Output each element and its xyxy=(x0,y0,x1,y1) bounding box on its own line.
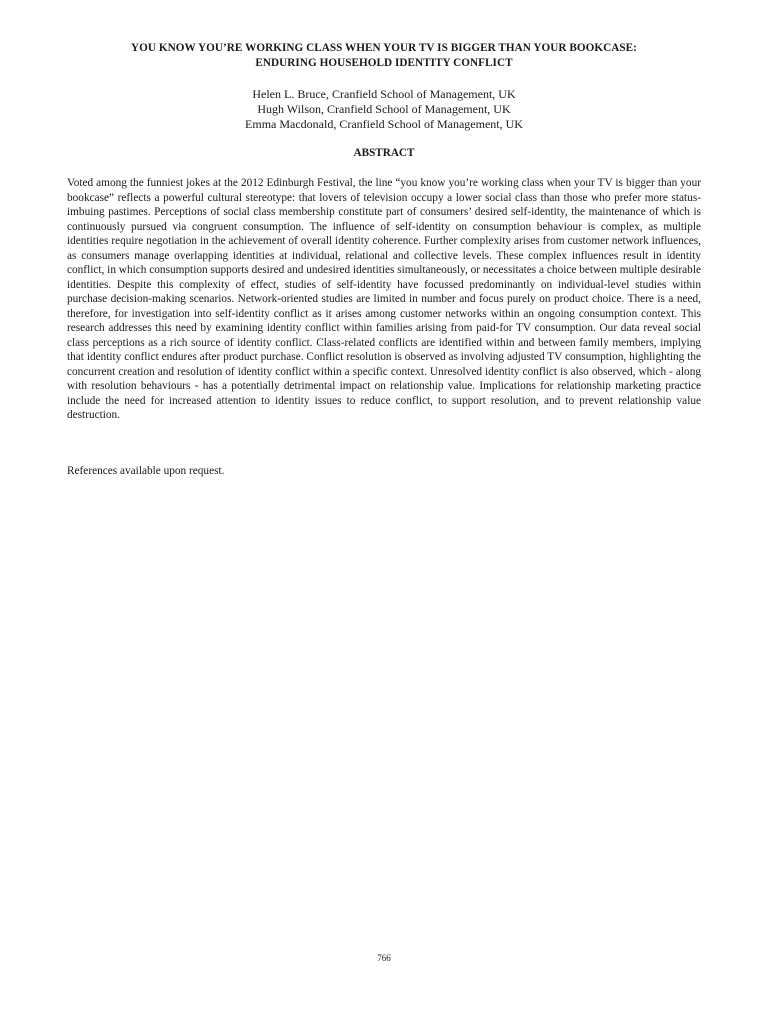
paper-title xyxy=(40,41,728,71)
author-1: Helen L. Bruce, Cranfield School of Management, UK xyxy=(252,87,516,101)
paper-title-line-2: ENDURING HOUSEHOLD IDENTITY CONFLICT xyxy=(255,57,513,69)
paper-title-line-1: YOU KNOW YOU’RE WORKING CLASS WHEN YOUR TV IS BIGGER THAN YOUR BOOKCASE: xyxy=(131,42,637,54)
abstract-text: Voted among the funniest jokes at the 2012 Edinburgh Festival, the line “you know you’re working class when your TV is bigger than your bookcase” reflects a powerful cultural stereotype: that lovers of television occupy a lower social class than those who prefer more status-imbuing pastimes. Perceptions of social class membership constitute part of consumers’ desired self-identity, the maintenance of which is continuously pursued via congruent consumption. The influence of self-identity on consumption behaviour is complex, as multiple identities require negotiation in the achievement of overall identity coherence. Further complexity arises from customer network influences, as consumers manage overlapping identities at individual, relational and collective levels. These complex influences result in identity conflict, in which consumption supports desired and undesired identities simultaneously, or necessitates a choice between multiple desirable identities. Despite this complexity of effect, studies of self-identity have focussed predominantly on individual-level studies within purchase decision-making scenarios. Network-oriented studies are limited in number and focus purely on product choice. There is a need, therefore, for investigation into self-identity conflict as it arises among customer networks within an ongoing consumption context. This research addresses this need by examining identity conflict within families arising from paid-for TV consumption. Our data reveal social class perceptions as a rich source of identity conflict. Class-related conflicts are identified within and between family members, implying that identity conflict endures after product purchase. Conflict resolution is observed as involving adjusted TV consumption, highlighting the concurrent creation and resolution of identity conflict within a specific context. Unresolved identity conflict is also observed, which - along with resolution behaviours - has a potentially detrimental impact on relationship value. Implications for relationship marketing practice include the need for increased attention to identity issues to reduce conflict, to support resolution, and to prevent relationship value destruction. xyxy=(67,177,701,421)
author-2: Hugh Wilson, Cranfield School of Management, UK xyxy=(257,102,511,116)
references-note: References available upon request. xyxy=(67,465,225,477)
page-number: 766 xyxy=(377,953,391,963)
author-3: Emma Macdonald, Cranfield School of Management, UK xyxy=(245,117,523,131)
abstract-heading: ABSTRACT xyxy=(353,147,415,159)
author-list xyxy=(40,87,728,132)
